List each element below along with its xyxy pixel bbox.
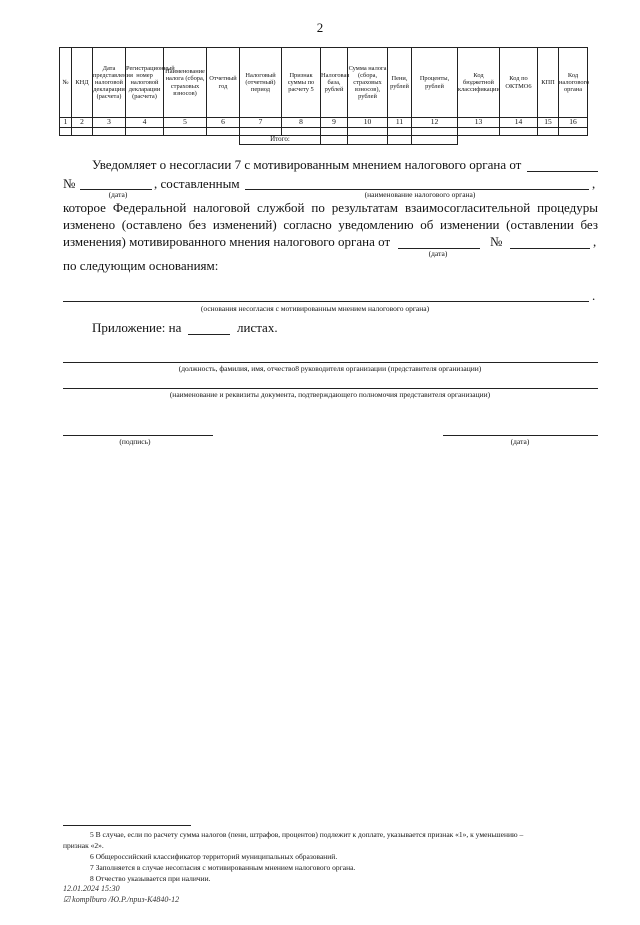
date-caption-2: (дата): [428, 249, 448, 258]
paragraph-line-2: изменено (оставлено без изменений) согласно уведомлению об изменении (оставлении без: [63, 217, 598, 232]
header-cell: КПП: [538, 48, 559, 118]
number-cell: 13: [458, 118, 500, 128]
header-cell: КНД: [72, 48, 93, 118]
header-cell: Код налогового органа: [559, 48, 588, 118]
table-cell[interactable]: [126, 128, 164, 136]
signature-field[interactable]: [63, 435, 213, 436]
header-cell: Код бюджетной классификации: [458, 48, 500, 118]
tax-authority-caption: (наименование налогового органа): [364, 190, 476, 199]
comma: ,: [592, 176, 596, 191]
appendix-suffix: листах.: [237, 320, 278, 335]
number-cell: 7: [240, 118, 282, 128]
table-cell[interactable]: [388, 128, 412, 136]
date-field-1[interactable]: [527, 171, 598, 172]
table-cell[interactable]: [321, 128, 348, 136]
paragraph-line-1: которое Федеральной налоговой службой по результатам взаимосогласительной процедуры: [63, 200, 598, 215]
number-cell: 5: [164, 118, 207, 128]
number-cell: 14: [500, 118, 538, 128]
date-caption: (дата): [108, 190, 128, 199]
notice-line-1: Уведомляет о несогласии 7 с мотивированным мнением налогового органа от: [92, 157, 522, 172]
table-cell[interactable]: [500, 128, 538, 136]
header-cell: Дата представления налоговой декларации (расчета): [93, 48, 126, 118]
table-cell[interactable]: [348, 128, 388, 136]
table-cell[interactable]: [60, 128, 72, 136]
number-cell: 8: [282, 118, 321, 128]
position-caption: (должность, фамилия, имя, отчество8 руководителя организации (представителя организации): [178, 364, 482, 373]
footnote-8: 8 Отчество указывается при наличии.: [90, 874, 211, 883]
compiled-label: , составленным: [154, 176, 240, 191]
total-cell[interactable]: [321, 136, 348, 145]
sheets-count-field[interactable]: [188, 334, 230, 335]
number-cell: 10: [348, 118, 388, 128]
header-cell: Отчетный год: [207, 48, 240, 118]
footnote-separator: [63, 825, 191, 826]
total-cell[interactable]: [412, 136, 458, 145]
paragraph-line-3: изменения) мотивированного мнения налогового органа от: [63, 234, 391, 249]
footnote-6: 6 Общероссийский классификатор территорий муниципальных образований.: [90, 852, 338, 861]
document-caption: (наименование и реквизиты документа, подтверждающего полномочия представителя организации): [169, 390, 491, 399]
footnote-5-continued: признак «2».: [63, 841, 104, 850]
header-cell: Наименование налога (сбора, страховых взносов): [164, 48, 207, 118]
number-cell: 3: [93, 118, 126, 128]
header-cell: Пени, рублей: [388, 48, 412, 118]
table-cell[interactable]: [72, 128, 93, 136]
table-cell[interactable]: [458, 128, 500, 136]
page-number: 2: [316, 20, 324, 35]
header-cell: Код по ОКТМО6: [500, 48, 538, 118]
grounds-field[interactable]: [63, 301, 589, 302]
table-cell[interactable]: [412, 128, 458, 136]
number-cell: 2: [72, 118, 93, 128]
number-field-2[interactable]: [510, 248, 590, 249]
table-total-row: [60, 136, 588, 145]
footnote-7: 7 Заполняется в случае несогласия с мотивированным мнением налогового органа.: [90, 863, 356, 872]
grounds-label: по следующим основаниям:: [63, 258, 219, 273]
header-cell: Налоговая база, рублей: [321, 48, 348, 118]
total-cell[interactable]: [348, 136, 388, 145]
appendix-label: Приложение: на: [92, 320, 182, 335]
document-field[interactable]: [63, 388, 598, 389]
header-cell: Сумма налога (сбора, страховых взносов), рублей: [348, 48, 388, 118]
table-cell[interactable]: [559, 128, 588, 136]
table-header-row: [60, 48, 588, 118]
number-cell: 12: [412, 118, 458, 128]
header-cell: №: [60, 48, 72, 118]
comma-2: ,: [593, 234, 597, 249]
number-cell: 1: [60, 118, 72, 128]
total-label: Итого:: [240, 136, 321, 145]
total-cell[interactable]: [388, 136, 412, 145]
date-field-3[interactable]: [443, 435, 598, 436]
number-cell: 4: [126, 118, 164, 128]
total-spacer: [458, 136, 588, 145]
declaration-table: [59, 47, 588, 145]
number-cell: 15: [538, 118, 559, 128]
grounds-caption: (основания несогласия с мотивированным мнением налогового органа): [200, 304, 430, 313]
table-cell[interactable]: [93, 128, 126, 136]
header-cell: Регистрационный номер налоговой декларации (расчета): [126, 48, 164, 118]
table-cell[interactable]: [164, 128, 207, 136]
number-sign-2: №: [490, 234, 503, 249]
position-field[interactable]: [63, 362, 598, 363]
number-cell: 6: [207, 118, 240, 128]
header-cell: Признак суммы по расчету 5: [282, 48, 321, 118]
period: .: [592, 288, 596, 303]
number-cell: 9: [321, 118, 348, 128]
print-timestamp: 12.01.2024 15:30: [63, 884, 120, 893]
header-cell: Проценты, рублей: [412, 48, 458, 118]
table-number-row: [60, 118, 588, 128]
footnote-5: 5 В случае, если по расчету сумма налогов (пени, штрафов, процентов) подлежит к доплате, указывается признак «1», к уменьшению –: [90, 830, 524, 839]
number-sign: №: [63, 176, 76, 191]
table-cell[interactable]: [207, 128, 240, 136]
signature-caption: (подпись): [119, 437, 151, 446]
table-row: [60, 128, 588, 136]
number-cell: 16: [559, 118, 588, 128]
header-cell: Налоговый (отчетный) период: [240, 48, 282, 118]
total-spacer: [60, 136, 240, 145]
date-caption-3: (дата): [510, 437, 530, 446]
table-cell[interactable]: [538, 128, 559, 136]
file-path: ☑ komplburo /Ю.Р./приз-К4840-12: [63, 895, 180, 904]
number-cell: 11: [388, 118, 412, 128]
